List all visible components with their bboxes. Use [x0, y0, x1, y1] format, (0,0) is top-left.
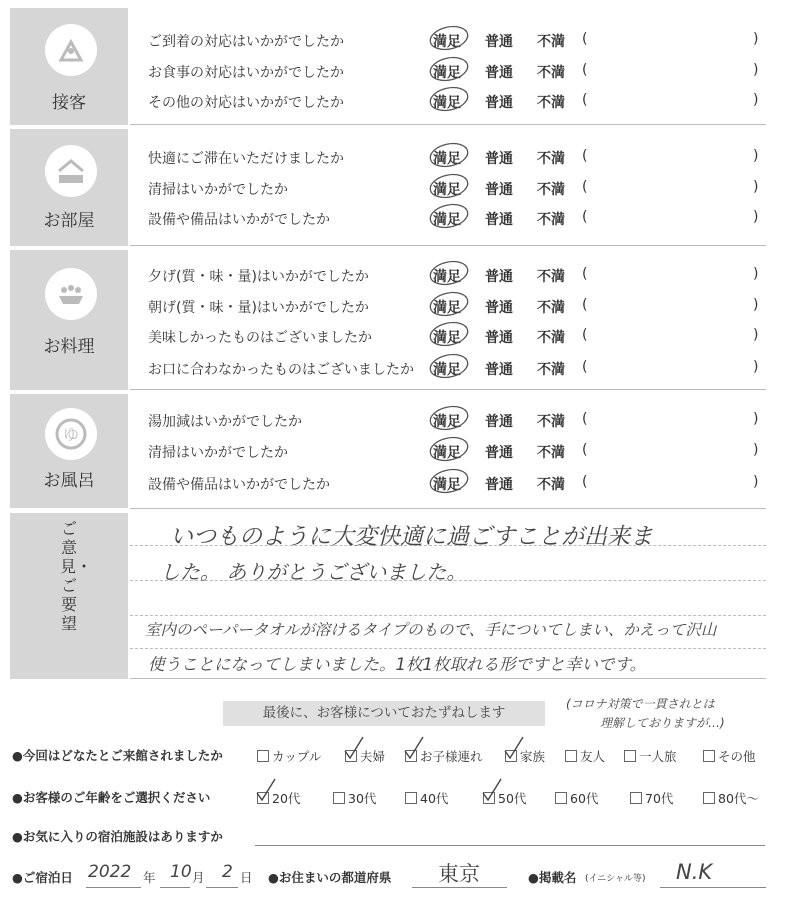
- section-label-bath: [10, 394, 128, 508]
- section-name: お料理: [43, 337, 95, 357]
- option-normal[interactable]: 普通: [485, 477, 513, 493]
- checkbox-label: 50代: [498, 791, 527, 806]
- option-satisfied[interactable]: 満足: [433, 477, 461, 493]
- paren-open: (: [582, 92, 588, 108]
- opinion-handwriting-line: いつものように大変快適に過ごすことが出来ま: [170, 524, 653, 550]
- option-normal[interactable]: 普通: [485, 300, 513, 316]
- check-mark-icon: [255, 777, 277, 803]
- paren-close: ): [753, 31, 759, 47]
- stay-day-unit: 日: [240, 870, 253, 885]
- selection-circle-mark: [427, 172, 471, 200]
- selection-circle-mark: [427, 259, 471, 287]
- question-text: お食事の対応はいかがでしたか: [148, 65, 344, 81]
- checkbox-label: 20代: [272, 791, 301, 806]
- paren-close: ): [753, 297, 759, 313]
- checkbox-age-option[interactable]: [630, 789, 673, 807]
- question-text: 設備や備品はいかがでしたか: [148, 477, 330, 493]
- option-normal[interactable]: 普通: [485, 445, 513, 461]
- checkbox-icon[interactable]: [333, 792, 345, 804]
- paren-open: (: [582, 31, 588, 47]
- checkbox-age-option[interactable]: [405, 789, 448, 807]
- checkbox-icon[interactable]: [630, 792, 642, 804]
- checkbox-label: 家族: [520, 749, 546, 764]
- checkbox-label: 30代: [348, 791, 377, 806]
- selection-circle-mark: [427, 404, 471, 432]
- checkbox-visit-option[interactable]: [257, 747, 321, 765]
- option-satisfied[interactable]: 満足: [433, 182, 461, 198]
- margin-note: (コロナ対策で一貫されとは: [566, 697, 715, 711]
- paren-open: (: [582, 359, 588, 375]
- stay-month-unit: 月: [192, 870, 205, 885]
- paren-open: (: [582, 327, 588, 343]
- question-text: お口に合わなかったものはございましたか: [148, 362, 414, 378]
- option-dissatisfied[interactable]: 不満: [537, 151, 565, 167]
- option-satisfied[interactable]: 満足: [433, 362, 461, 378]
- selection-circle-mark: [427, 320, 471, 348]
- section-name: お部屋: [43, 211, 95, 231]
- paren-open: (: [582, 297, 588, 313]
- checkbox-age-option[interactable]: [257, 789, 300, 807]
- selection-circle-mark: [427, 24, 471, 52]
- paren-close: ): [753, 148, 759, 164]
- opinion-line: [130, 615, 766, 616]
- room-icon: [45, 145, 97, 197]
- paren-close: ): [753, 179, 759, 195]
- option-dissatisfied[interactable]: 不満: [537, 34, 565, 50]
- checkbox-visit-option[interactable]: [624, 747, 677, 765]
- selection-circle-mark: [427, 55, 471, 83]
- option-dissatisfied[interactable]: 不満: [537, 95, 565, 111]
- option-normal[interactable]: 普通: [485, 212, 513, 228]
- option-dissatisfied[interactable]: 不満: [537, 477, 565, 493]
- selection-circle-mark: [427, 202, 471, 230]
- checkbox-label: 60代: [570, 791, 599, 806]
- checkbox-label: 一人旅: [639, 749, 677, 764]
- paren-open: (: [582, 179, 588, 195]
- prefecture-value: 東京: [438, 862, 480, 886]
- checkbox-age-option[interactable]: [333, 789, 376, 807]
- option-normal[interactable]: 普通: [485, 414, 513, 430]
- option-normal[interactable]: 普通: [485, 362, 513, 378]
- question-text: 美味しかったものはございましたか: [148, 330, 372, 346]
- opinion-line: [130, 648, 766, 649]
- checkbox-icon[interactable]: [703, 750, 715, 762]
- bath-icon: [45, 408, 97, 460]
- checkbox-icon[interactable]: [405, 792, 417, 804]
- checkbox-icon[interactable]: [565, 750, 577, 762]
- favorite-question: ●お気に入りの宿泊施設はありますか: [12, 829, 223, 844]
- selection-circle-mark: [427, 141, 471, 169]
- question-text: 朝げ(質・味・量)はいかがでしたか: [148, 300, 369, 316]
- option-satisfied[interactable]: 満足: [433, 212, 461, 228]
- selection-circle-mark: [427, 352, 471, 380]
- paren-close: ): [753, 327, 759, 343]
- age-question: ●お客様のご年齢をご選択ください: [12, 790, 211, 805]
- section-name: 接客: [52, 93, 86, 113]
- section-divider: [130, 245, 766, 246]
- paren-open: (: [582, 266, 588, 282]
- paren-open: (: [582, 442, 588, 458]
- checkbox-label: 友人: [580, 749, 606, 764]
- service-icon: [45, 24, 97, 76]
- prefecture-line: [412, 887, 507, 888]
- svg-text:ゆ: ゆ: [62, 425, 80, 444]
- checkbox-age-option[interactable]: [483, 789, 526, 807]
- selection-circle-mark: [427, 467, 471, 495]
- check-mark-icon: [481, 777, 503, 803]
- option-dissatisfied[interactable]: 不満: [537, 65, 565, 81]
- listing-label: ●掲載名: [528, 870, 577, 885]
- paren-close: ): [753, 92, 759, 108]
- paren-open: (: [582, 148, 588, 164]
- checkbox-label: 40代: [420, 791, 449, 806]
- section-divider: [130, 389, 766, 390]
- option-normal[interactable]: 普通: [485, 269, 513, 285]
- paren-open: (: [582, 411, 588, 427]
- option-satisfied[interactable]: 満足: [433, 65, 461, 81]
- paren-close: ): [753, 359, 759, 375]
- option-satisfied[interactable]: 満足: [433, 34, 461, 50]
- option-dissatisfied[interactable]: 不満: [537, 330, 565, 346]
- question-text: 湯加減はいかがでしたか: [148, 414, 302, 430]
- section-label-opinion: [10, 513, 128, 679]
- checkbox-label: その他: [718, 749, 756, 764]
- question-text: 設備や備品はいかがでしたか: [148, 212, 330, 228]
- stay-month: 10: [170, 862, 192, 882]
- option-satisfied[interactable]: 満足: [433, 151, 461, 167]
- check-mark-icon: [503, 735, 525, 761]
- stay-line: [160, 887, 190, 888]
- checkbox-label: 夫婦: [360, 749, 386, 764]
- paren-close: ): [753, 209, 759, 225]
- prefecture-label: ●お住まいの都道府県: [268, 870, 392, 885]
- favorite-answer-line[interactable]: [255, 845, 765, 846]
- check-mark-icon: [403, 735, 425, 761]
- listing-line: [660, 887, 766, 888]
- option-satisfied[interactable]: 満足: [433, 300, 461, 316]
- question-text: その他の対応はいかがでしたか: [148, 95, 344, 111]
- checkbox-age-option[interactable]: [555, 789, 598, 807]
- option-satisfied[interactable]: 満足: [433, 95, 461, 111]
- stay-day: 2: [222, 862, 233, 882]
- question-text: 夕げ(質・味・量)はいかがでしたか: [148, 269, 369, 285]
- opinion-bottom-line: [130, 678, 766, 679]
- listing-sub-label: (イニシャル等): [585, 874, 646, 884]
- checkbox-age-option[interactable]: [703, 789, 759, 807]
- option-normal[interactable]: 普通: [485, 95, 513, 111]
- paren-open: (: [582, 62, 588, 78]
- customer-banner: 最後に、お客様についておたずねします: [223, 701, 545, 726]
- checkbox-label: 80代〜: [718, 791, 759, 806]
- option-normal[interactable]: 普通: [485, 65, 513, 81]
- question-text: ご到着の対応はいかがでしたか: [148, 34, 344, 50]
- checkbox-label: カップル: [272, 749, 322, 764]
- checkbox-label: お子様連れ: [420, 749, 483, 764]
- checkbox-visit-option[interactable]: [345, 747, 385, 765]
- paren-open: (: [582, 474, 588, 490]
- option-dissatisfied[interactable]: 不満: [537, 414, 565, 430]
- paren-open: (: [582, 209, 588, 225]
- opinion-handwriting-line: 室内のペーパータオルが溶けるタイプのもので、手についてしまい、かえって沢山: [145, 621, 717, 639]
- option-dissatisfied[interactable]: 不満: [537, 362, 565, 378]
- section-label-cuisine: [10, 250, 128, 390]
- checkbox-visit-option[interactable]: [505, 747, 545, 765]
- opinion-handwriting-line: 使うことになってしまいました。1枚1枚取れる形ですと幸いです。: [148, 655, 647, 674]
- option-dissatisfied[interactable]: 不満: [537, 445, 565, 461]
- option-dissatisfied[interactable]: 不満: [537, 300, 565, 316]
- selection-circle-mark: [427, 290, 471, 318]
- paren-close: ): [753, 474, 759, 490]
- section-name: お風呂: [43, 471, 95, 491]
- checkbox-icon[interactable]: [624, 750, 636, 762]
- question-text: 清掃はいかがでしたか: [148, 445, 288, 461]
- section-divider: [130, 124, 766, 125]
- margin-note: 理解しておりますが…): [600, 716, 725, 730]
- question-text: 清掃はいかがでしたか: [148, 182, 288, 198]
- question-text: 快適にご滞在いただけましたか: [148, 151, 344, 167]
- option-normal[interactable]: 普通: [485, 330, 513, 346]
- stay-year-unit: 年: [143, 870, 156, 885]
- checkbox-label: 70代: [645, 791, 674, 806]
- stay-year: 2022: [88, 862, 132, 882]
- paren-close: ): [753, 62, 759, 78]
- option-satisfied[interactable]: 満足: [433, 269, 461, 285]
- paren-close: ): [753, 266, 759, 282]
- option-normal[interactable]: 普通: [485, 34, 513, 50]
- checkbox-icon[interactable]: [257, 750, 269, 762]
- checkbox-icon[interactable]: [703, 792, 715, 804]
- cuisine-icon: [45, 268, 97, 320]
- section-divider: [130, 508, 766, 509]
- section-label-room: [10, 129, 128, 246]
- option-normal[interactable]: 普通: [485, 151, 513, 167]
- opinion-handwriting-line: した。 ありがとうございました。: [160, 560, 467, 584]
- stay-line: [86, 887, 141, 888]
- checkbox-visit-option[interactable]: [405, 747, 483, 765]
- stay-line: [206, 887, 238, 888]
- checkbox-visit-option[interactable]: [565, 747, 605, 765]
- option-satisfied[interactable]: 満足: [433, 330, 461, 346]
- opinion-label: ご意見・ご要望: [60, 519, 93, 633]
- stay-date-label: ●ご宿泊日: [12, 870, 73, 885]
- option-dissatisfied[interactable]: 不満: [537, 269, 565, 285]
- selection-circle-mark: [427, 85, 471, 113]
- section-label-service: [10, 8, 128, 125]
- paren-close: ): [753, 411, 759, 427]
- visit-question: ●今回はどなたとご来館されましたか: [12, 748, 223, 763]
- option-satisfied[interactable]: 満足: [433, 445, 461, 461]
- selection-circle-mark: [427, 435, 471, 463]
- option-normal[interactable]: 普通: [485, 182, 513, 198]
- option-dissatisfied[interactable]: 不満: [537, 182, 565, 198]
- checkbox-visit-option[interactable]: [703, 747, 756, 765]
- check-mark-icon: [343, 735, 365, 761]
- listing-value: N.K: [676, 860, 713, 884]
- option-satisfied[interactable]: 満足: [433, 414, 461, 430]
- option-dissatisfied[interactable]: 不満: [537, 212, 565, 228]
- checkbox-icon[interactable]: [555, 792, 567, 804]
- paren-close: ): [753, 442, 759, 458]
